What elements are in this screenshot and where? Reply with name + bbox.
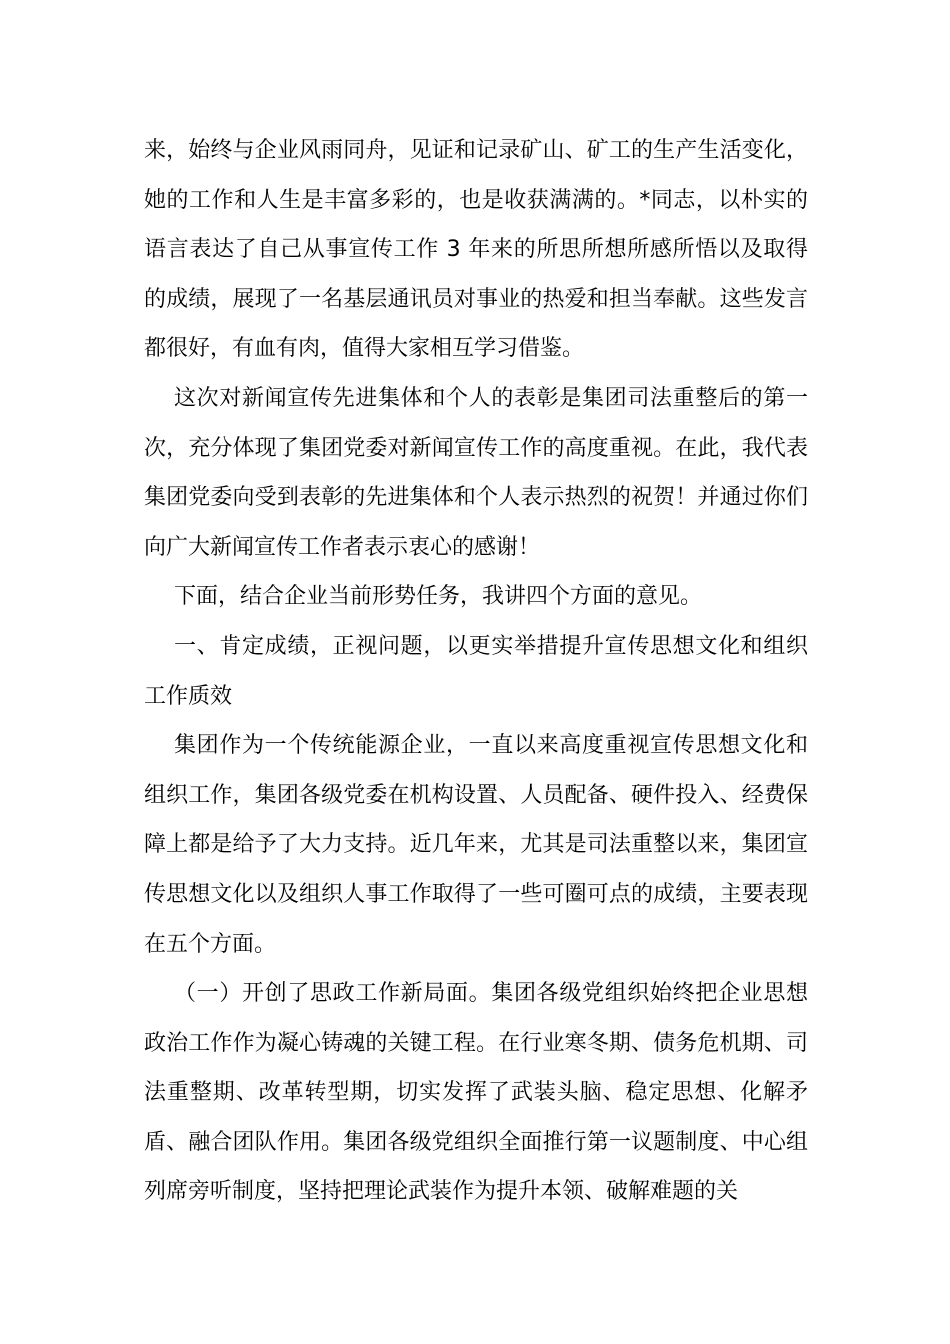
paragraph-2: 这次对新闻宣传先进集体和个人的表彰是集团司法重整后的第一次，充分体现了集团党委对新闻宣传工作的高度重视。在此，我代表集团党委向受到表彰的先进集体和个人表示热烈的祝贺！并通过你们向广大新闻宣传工作者表示衷心的感谢！ (144, 385, 808, 560)
document-body (144, 126, 808, 1217)
paragraph-1: 来，始终与企业风雨同舟，见证和记录矿山、矿工的生产生活变化，她的工作和人生是丰富多彩的，也是收获满满的。*同志，以朴实的语言表达了自己从事宣传工作 3 年来的所思所想所感所悟以及取得的成绩，展现了一名基层通讯员对事业的热爱和担当奉献。这些发言都很好，有血有肉，值得大家相互学习借鉴。 (144, 138, 808, 362)
paragraph-3: 下面，结合企业当前形势任务，我讲四个方面的意见。 (174, 584, 703, 610)
subsection-paragraph-1: （一）开创了思政工作新局面。集团各级党组织始终把企业思想政治工作作为凝心铸魂的关键工程。在行业寒冬期、债务危机期、司法重整期、改革转型期，切实发挥了武装头脑、稳定思想、化解矛盾、融合团队作用。集团各级党组织全面推行第一议题制度、中心组列席旁听制度，坚持把理论武装作为提升本领、破解难题的关 (144, 981, 808, 1205)
paragraph-5: 集团作为一个传统能源企业，一直以来高度重视宣传思想文化和组织工作，集团各级党委在机构设置、人员配备、硬件投入、经费保障上都是给予了大力支持。近几年来，尤其是司法重整以来，集团宣传思想文化以及组织人事工作取得了一些可圈可点的成绩，主要表现在五个方面。 (144, 733, 808, 957)
section-heading-1: 一、肯定成绩，正视问题，以更实举措提升宣传思想文化和组织工作质效 (144, 633, 808, 709)
